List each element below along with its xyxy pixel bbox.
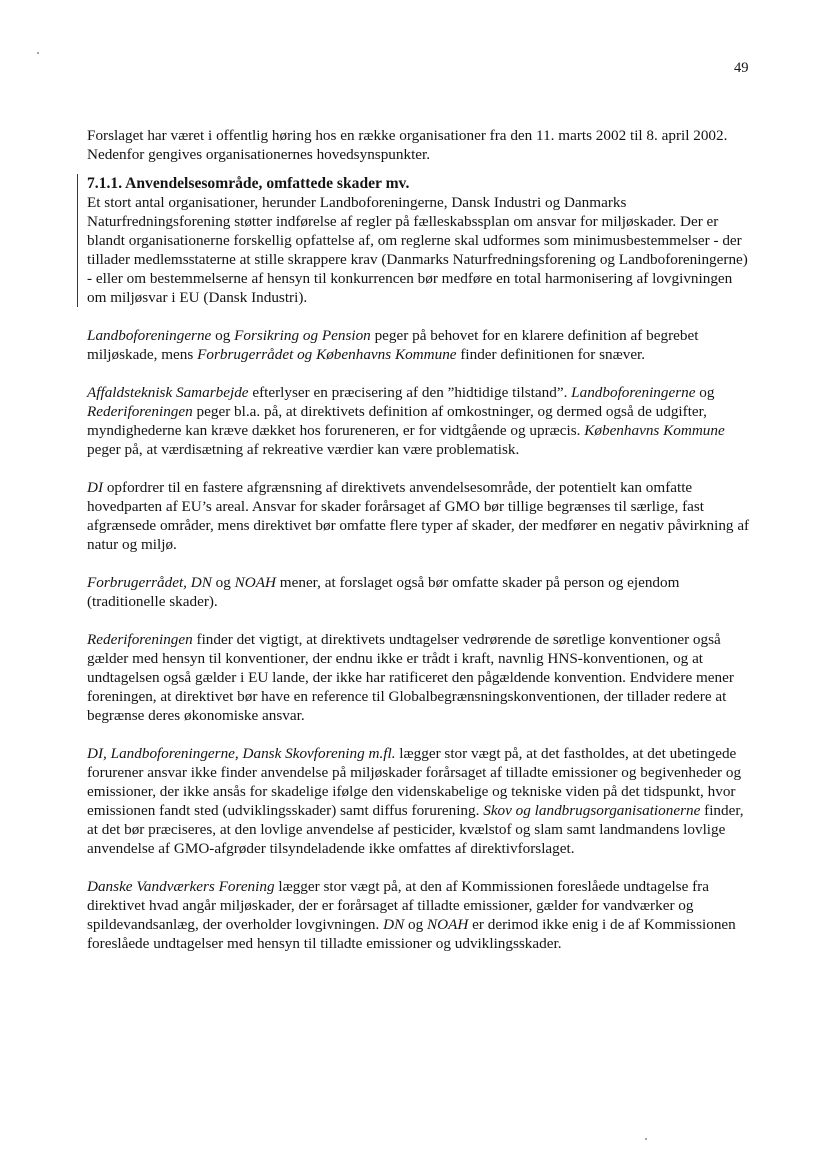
text-run: og <box>211 327 235 344</box>
text-run: peger på behovet for en klarere definition af begrebet miljøskade, mens <box>87 327 699 363</box>
text-run: opfordrer til en fastere afgrænsning af direktivets anvendelsesområde, der potentielt kan omfatte hovedparten af EU’s areal. Ansvar for skader forårsaget af GMO bør tillige begrænses til særlige, fast afgrænsede områder, mens direktivet bør omfatte flere typer af skader, der medfører en negativ påvirkning af natur og miljø. <box>87 479 750 553</box>
organisation-name: DI, Landboforeningerne, Dansk Skovforening m.fl. <box>87 745 396 762</box>
text-run: peger bl.a. på, at direktivets definition af omkostninger, og dermed også de udgifter, myndighederne kan kræve dækket hos forureneren, er for vidtgående og upræcis. <box>87 403 707 439</box>
organisation-name: DI <box>87 479 104 496</box>
text-run: og <box>211 574 235 591</box>
body-paragraph <box>87 383 755 459</box>
body-paragraph <box>87 573 755 611</box>
section-heading: 7.1.1. Anvendelsesområde, omfattede skader mv. <box>87 175 410 192</box>
scan-speck <box>645 1138 647 1140</box>
text-run: finder definitionen for snæver. <box>456 346 646 363</box>
organisation-name: NOAH <box>234 574 276 591</box>
body-paragraph <box>87 630 755 725</box>
body-paragraph <box>87 478 755 554</box>
text-run: finder det vigtigt, at direktivets undtagelser vedrørende de søretlige konventioner også gælder med hensyn til konventioner, der endnu ikke er trådt i kraft, navnlig HNS-konventionen, og at undtagelsen også gælder i EU lande, der ikke har ratificeret den pågældende konvention. Endvidere mener foreningen, at direktivet bør have en reference til Globalbegrænsningskonventionen, der tillader redere at begrænse deres økonomiske ansvar. <box>87 631 734 724</box>
text-run: og <box>404 916 427 933</box>
change-bar <box>77 174 78 307</box>
body-paragraph <box>87 326 755 364</box>
organisation-name: DN <box>383 916 405 933</box>
paragraph-list <box>87 326 755 953</box>
organisation-name: NOAH <box>427 916 469 933</box>
organisation-name: Forbrugerrådet og Københavns Kommune <box>197 346 457 363</box>
text-run: mener, at forslaget også bør omfatte skader på person og ejendom (traditionelle skader). <box>87 574 680 610</box>
text-run: peger på, at værdisætning af rekreative værdier kan være problematisk. <box>87 441 520 458</box>
organisation-name: Landboforeningerne <box>571 384 696 401</box>
text-run: lægger stor vægt på, at den af Kommissionen foreslåede undtagelse fra direktivet hvad angår miljøskader, der er forårsaget af tilladte emissioner, gælder for vandværker og spildevandsanlæg, der overholder lovgivningen. <box>87 878 709 933</box>
page-number: 49 <box>734 60 749 76</box>
text-run: efterlyser en præcisering af den ”hidtidige tilstand”. <box>248 384 572 401</box>
organisation-name: Skov og landbrugsorganisationerne <box>483 802 701 819</box>
document-body <box>87 126 755 972</box>
section-block <box>87 174 755 307</box>
organisation-name: Landboforeningerne <box>87 327 212 344</box>
text-run: finder, at det bør præciseres, at den lovlige anvendelse af pesticider, kvælstof og slam samt landmandens lovlige anvendelse af GMO-afgrøder tilsyndeladende ikke omfattes af direktivforslaget. <box>87 802 744 857</box>
text-run: er derimod ikke enig i de af Kommissionen foreslåede undtagelser med hensyn til tilladte emissioner og udviklingsskader. <box>87 916 736 952</box>
section-paragraph: Et stort antal organisationer, herunder Landboforeningerne, Dansk Industri og Danmarks Naturfredningsforening støtter indførelse af regler på fælleskabssplan om ansvar for miljøskader. Der er blandt organisationerne forskellig opfattelse af, om reglerne skal udformes som minimusbestemmelser - der tillader medlemsstaterne at stille skrappere krav (Danmarks Naturfredningsforening og Landboforeningerne) - eller om bestemmelserne af hensyn til konkurrencen bør medføre en total harmonisering af lovgivningen om miljøsvar i EU (Dansk Industri). <box>87 194 748 306</box>
organisation-name: Affaldsteknisk Samarbejde <box>87 384 249 401</box>
body-paragraph <box>87 877 755 953</box>
intro-paragraph: Forslaget har været i offentlig høring hos en række organisationer fra den 11. marts 2002 til 8. april 2002. Nedenfor gengives organisationernes hovedsynspunkter. <box>87 127 728 163</box>
organisation-name: Rederiforeningen <box>87 403 193 420</box>
organisation-name: Danske Vandværkers Forening <box>87 878 275 895</box>
text-run: og <box>695 384 715 401</box>
organisation-name: Rederiforeningen <box>87 631 193 648</box>
organisation-name: Forsikring og Pension <box>234 327 371 344</box>
body-paragraph <box>87 744 755 858</box>
scan-speck <box>37 52 39 54</box>
organisation-name: Forbrugerrådet, DN <box>87 574 212 591</box>
organisation-name: Københavns Kommune <box>584 422 725 439</box>
text-run: lægger stor vægt på, at det fastholdes, at det ubetingede forurener ansvar ikke finder anvendelse på miljøskader forårsaget af tilladte emissioner og begivenheder og emissioner, der ikke ansås for skadelige ifølge den videnskabelige og tekniske viden på det tidspunkt, hvor emissionen fandt sted (udviklingsskader) samt diffus forurening. <box>87 745 742 819</box>
